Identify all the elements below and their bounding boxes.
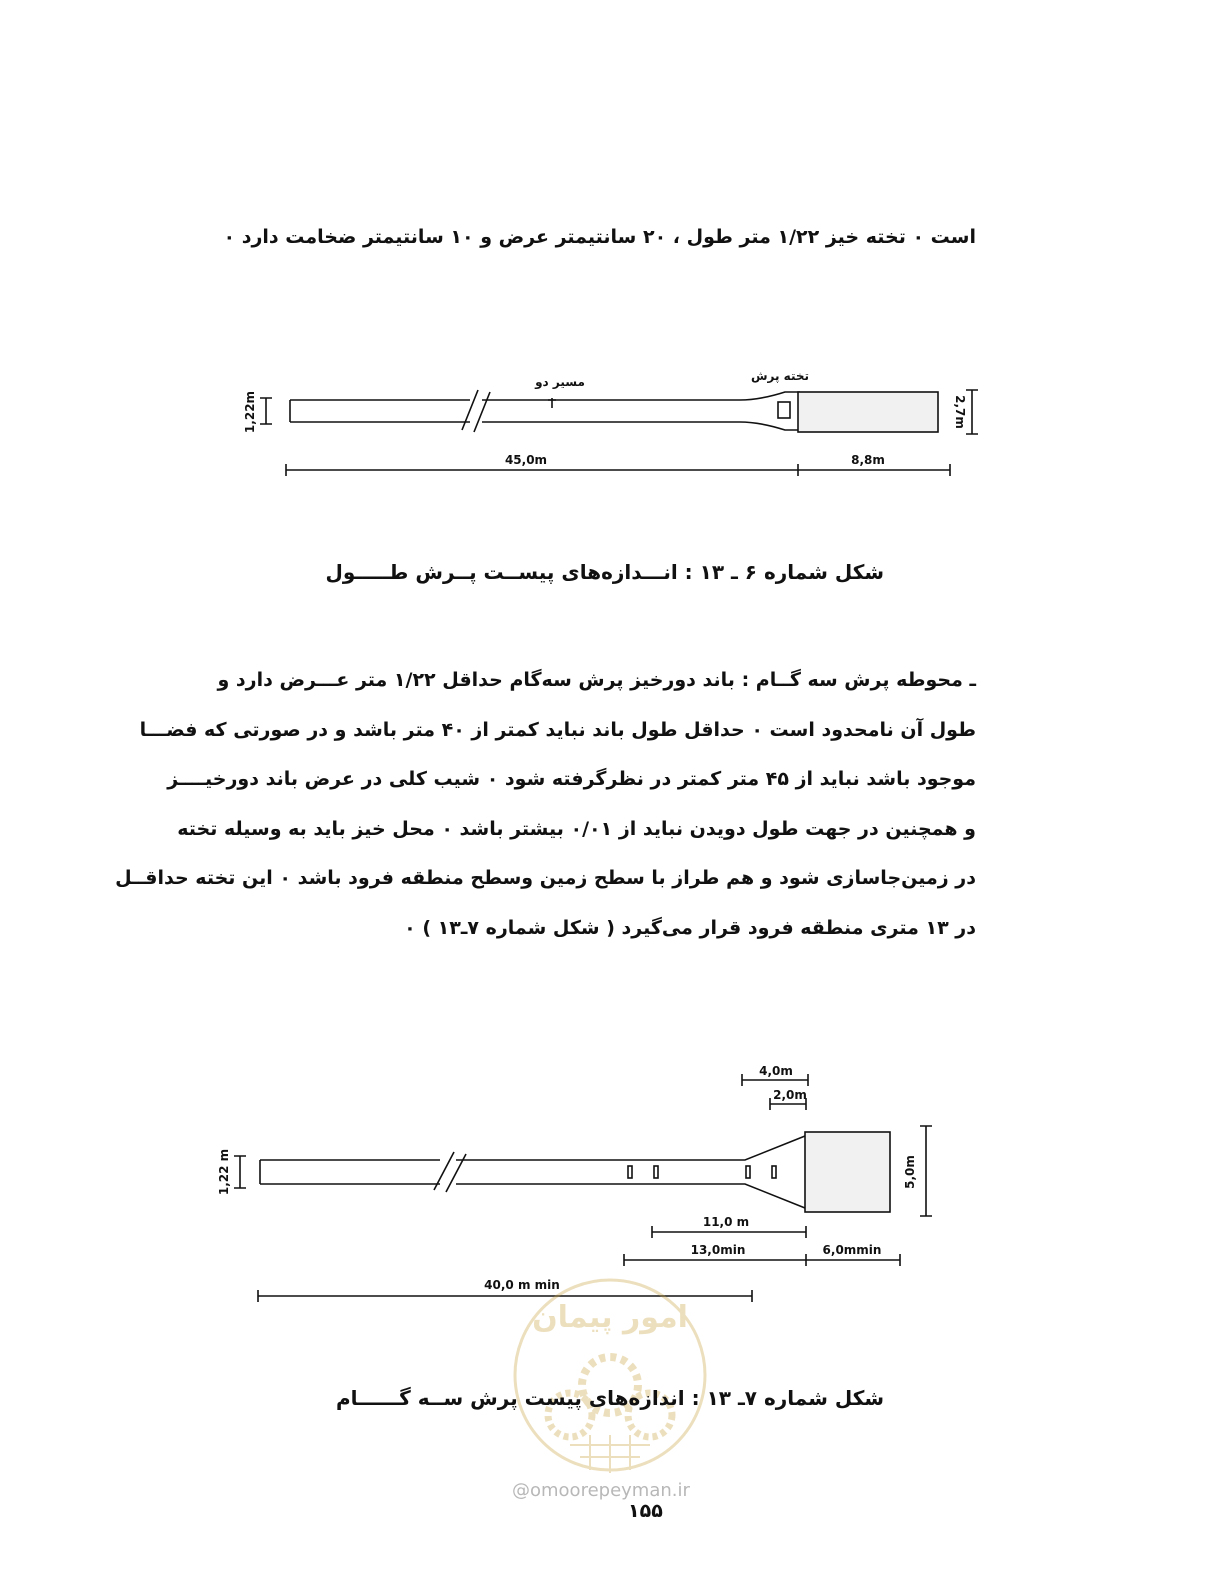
paragraph-line: در زمین‌جاسازی شود و هم طراز با سطح زمین وسطح منطقه فرود باشد ٠ این تخته حداقــل bbox=[115, 867, 976, 889]
dim-13-label: 13,0min bbox=[690, 1243, 746, 1257]
watermark-logo bbox=[500, 1275, 720, 1475]
takeoff-board bbox=[778, 402, 790, 418]
board-mark bbox=[746, 1166, 750, 1178]
figure-2-caption: شکل شماره ۷ـ ۱۳ : اندازه‌های پیست پرش ســه گــــــام bbox=[335, 1386, 884, 1410]
board-mark bbox=[654, 1166, 658, 1178]
break-mark bbox=[434, 1152, 466, 1192]
paragraph-line: در ۱۳ متری منطقه فرود قرار می‌گیرد ( شکل شماره ۷ـ۱۳ ) ٠ bbox=[404, 916, 976, 939]
pit-width-label: 5,0m bbox=[903, 1155, 917, 1189]
dim-11-label: 11,0 m bbox=[702, 1215, 750, 1229]
runway-outline bbox=[260, 1136, 805, 1208]
break-mark bbox=[462, 390, 490, 432]
paragraph-line: موجود باشد نباید از ۴۵ متر کمتر در نظرگرفته شود ٠ شیب کلی در عرض باند دورخیــــز bbox=[167, 768, 976, 790]
dim-40-label: 40,0 m min bbox=[484, 1278, 560, 1292]
page-number: ۱۵۵ bbox=[628, 1500, 663, 1522]
paragraph-line: و همچنین در جهت طول دویدن نباید از ۰/۰۱ بیشتر باشد ٠ محل خیز باید به وسیله تخته bbox=[177, 817, 976, 840]
paragraph-line: ـ محوطه پرش سه گــام : باند دورخیز پرش سه‌گام حداقل ۱/۲۲ متر عـــرض دارد و bbox=[217, 669, 976, 691]
top-dim-label: 4,0m bbox=[759, 1064, 793, 1078]
run-width-label: 1,22m bbox=[243, 390, 257, 434]
watermark-url: @omoorepeyman.ir bbox=[512, 1480, 690, 1501]
sand-pit bbox=[798, 392, 938, 432]
pit-length-label: 8,8m bbox=[851, 453, 885, 467]
watermark-text: امور پیمان bbox=[532, 1300, 688, 1335]
figure-long-jump bbox=[230, 360, 990, 490]
board-mark bbox=[628, 1166, 632, 1178]
dim-6-label: 6,0mmin bbox=[822, 1243, 882, 1257]
board-mark bbox=[772, 1166, 776, 1178]
sand-pit bbox=[805, 1132, 890, 1212]
paragraph-lead: ـ محوطه پرش سه گــام : bbox=[741, 669, 976, 691]
pit-width-label: 2,7m bbox=[953, 395, 967, 429]
figure-1-caption: شکل شماره ۶ ـ ۱۳ : انـــدازه‌های پیســت پــرش طـــــول bbox=[325, 560, 884, 584]
path-marker bbox=[548, 398, 556, 408]
intro-line: است ٠ تخته خیز ۱/۲۲ متر طول ، ۲۰ سانتیمتر عرض و ۱۰ سانتیمتر ضخامت دارد ٠ bbox=[223, 226, 976, 248]
takeoff-label: تخته پرش bbox=[750, 369, 810, 383]
top-dim-2-label: 2,0m bbox=[773, 1088, 807, 1102]
path-label: مسیر دو bbox=[535, 375, 585, 389]
run-width-label: 1,22 m bbox=[217, 1148, 231, 1196]
runway-outline bbox=[290, 392, 800, 430]
runway-length-label: 45,0m bbox=[504, 453, 548, 467]
triple-jump-paragraph bbox=[115, 656, 976, 953]
paragraph-line: طول آن نامحدود است ٠ حداقل طول باند نباید کمتر از ۴۰ متر باشد و در صورتی که فضـــا bbox=[139, 718, 976, 741]
